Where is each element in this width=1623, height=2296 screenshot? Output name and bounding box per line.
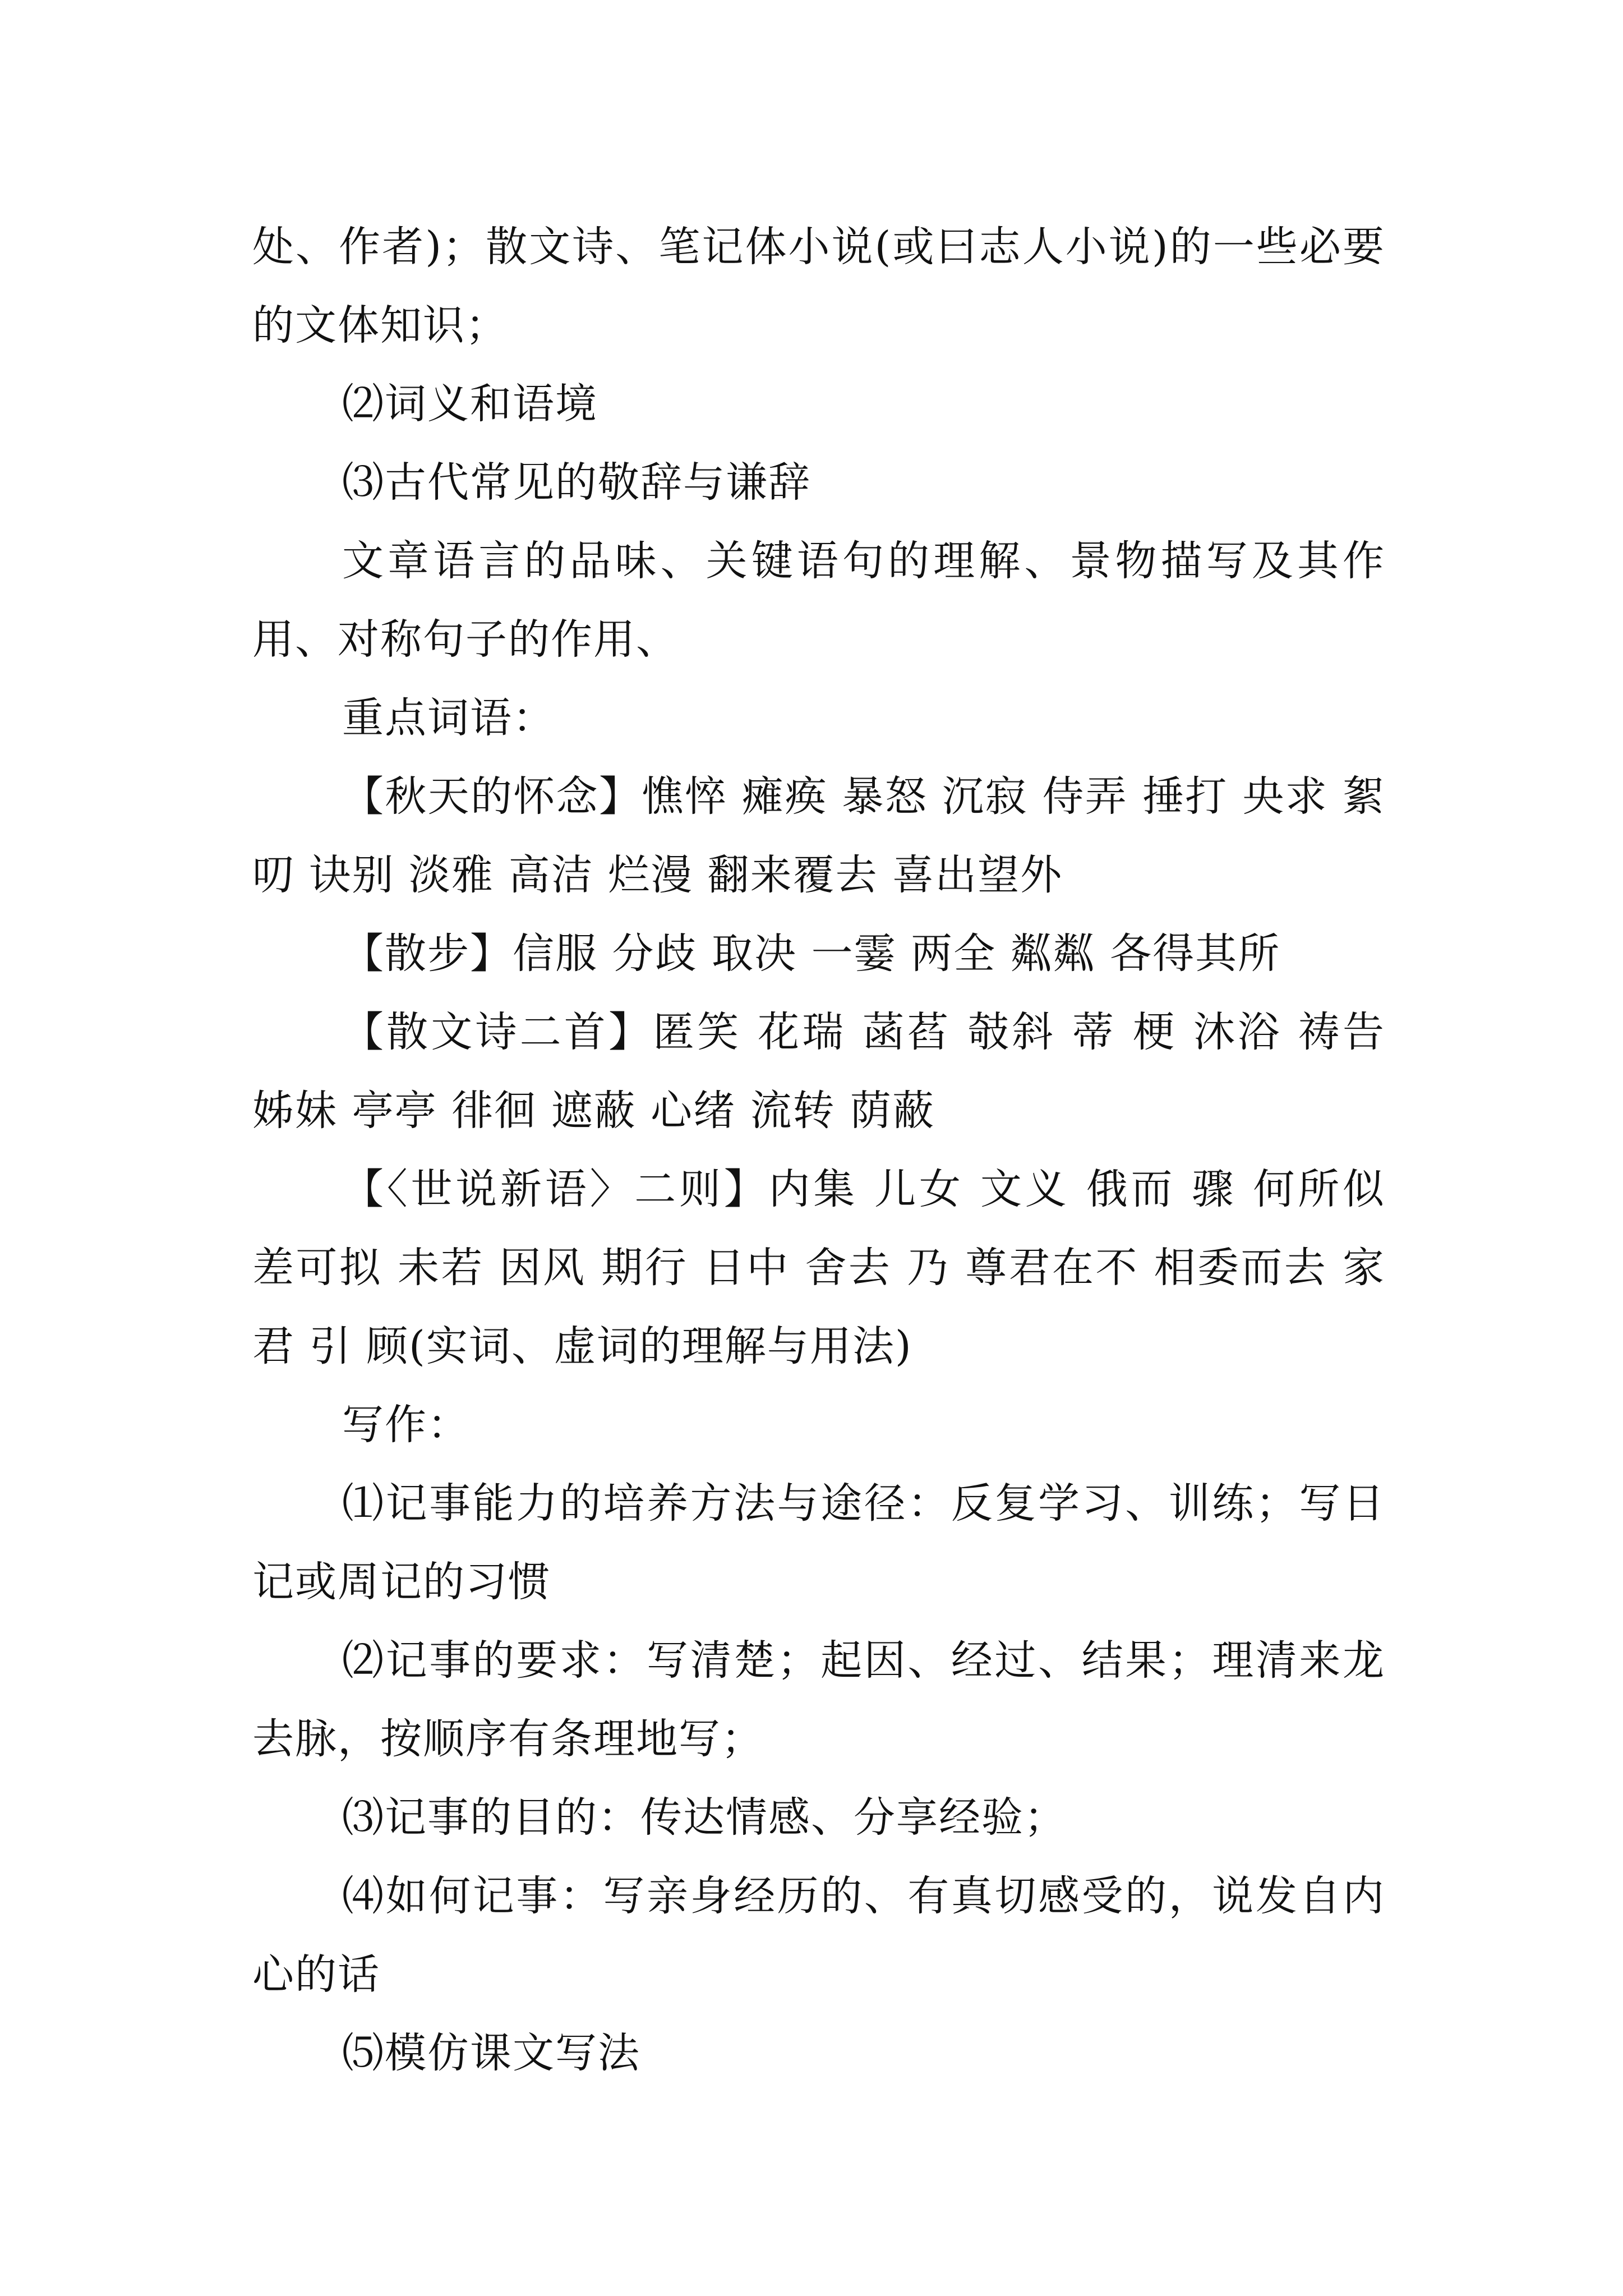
paragraph-vocab-autumn-memory: 【秋天的怀念】憔悴 瘫痪 暴怒 沉寂 侍弄 捶打 央求 絮叨 诀别 淡雅 高洁 烂漫 翻来覆去 喜出望外 — [252, 772, 1385, 899]
document-body — [252, 208, 1385, 2092]
paragraph-writing-purpose: ⑶记事的目的：传达情感、分享经验； — [342, 1793, 1067, 1842]
paragraph-imitate-texts: ⑸模仿课文写法 — [342, 2029, 640, 2077]
paragraph-how-to-narrate: ⑷如何记事：写亲身经历的、有真切感受的，说发自内心的话 — [252, 1872, 1385, 1999]
paragraph-writing-requirements: ⑵记事的要求：写清楚；起因、经过、结果；理清来龙去脉，按顺序有条理地写； — [252, 1636, 1385, 1763]
paragraph-vocab-prose-poems: 【散文诗二首】匿笑 花瑞 菡萏 攲斜 蒂 梗 沐浴 祷告 姊妹 亭亭 徘徊 遮蔽 心绪 流转 荫蔽 — [252, 1008, 1385, 1135]
heading-key-words: 重点词语： — [342, 694, 555, 742]
paragraph-literary-knowledge: 处、作者)；散文诗、笔记体小说(或曰志人小说)的一些必要的文体知识； — [252, 223, 1385, 349]
paragraph-word-meaning-context: ⑵词义和语境 — [342, 380, 598, 428]
paragraph-writing-method: ⑴记事能力的培养方法与途径：反复学习、训练；写日记或周记的习惯 — [252, 1479, 1385, 1606]
paragraph-honorifics: ⑶古代常见的敬辞与谦辞 — [342, 458, 811, 507]
heading-writing: 写作： — [342, 1401, 470, 1449]
paragraph-vocab-taking-a-walk: 【散步】信服 分歧 取决 一霎 两全 粼粼 各得其所 — [342, 930, 1281, 978]
paragraph-vocab-shishuo-xinyu: 【〈世说新语〉二则】内集 儿女 文义 俄而 骤 何所似 差可拟 未若 因风 期行 日中 舍去 乃 尊君在不 相委而去 家君 引 顾(实词、虚词的理解与用法) — [252, 1165, 1385, 1370]
paragraph-language-appreciation: 文章语言的品味、关键语句的理解、景物描写及其作用、对称句子的作用、 — [252, 537, 1385, 664]
